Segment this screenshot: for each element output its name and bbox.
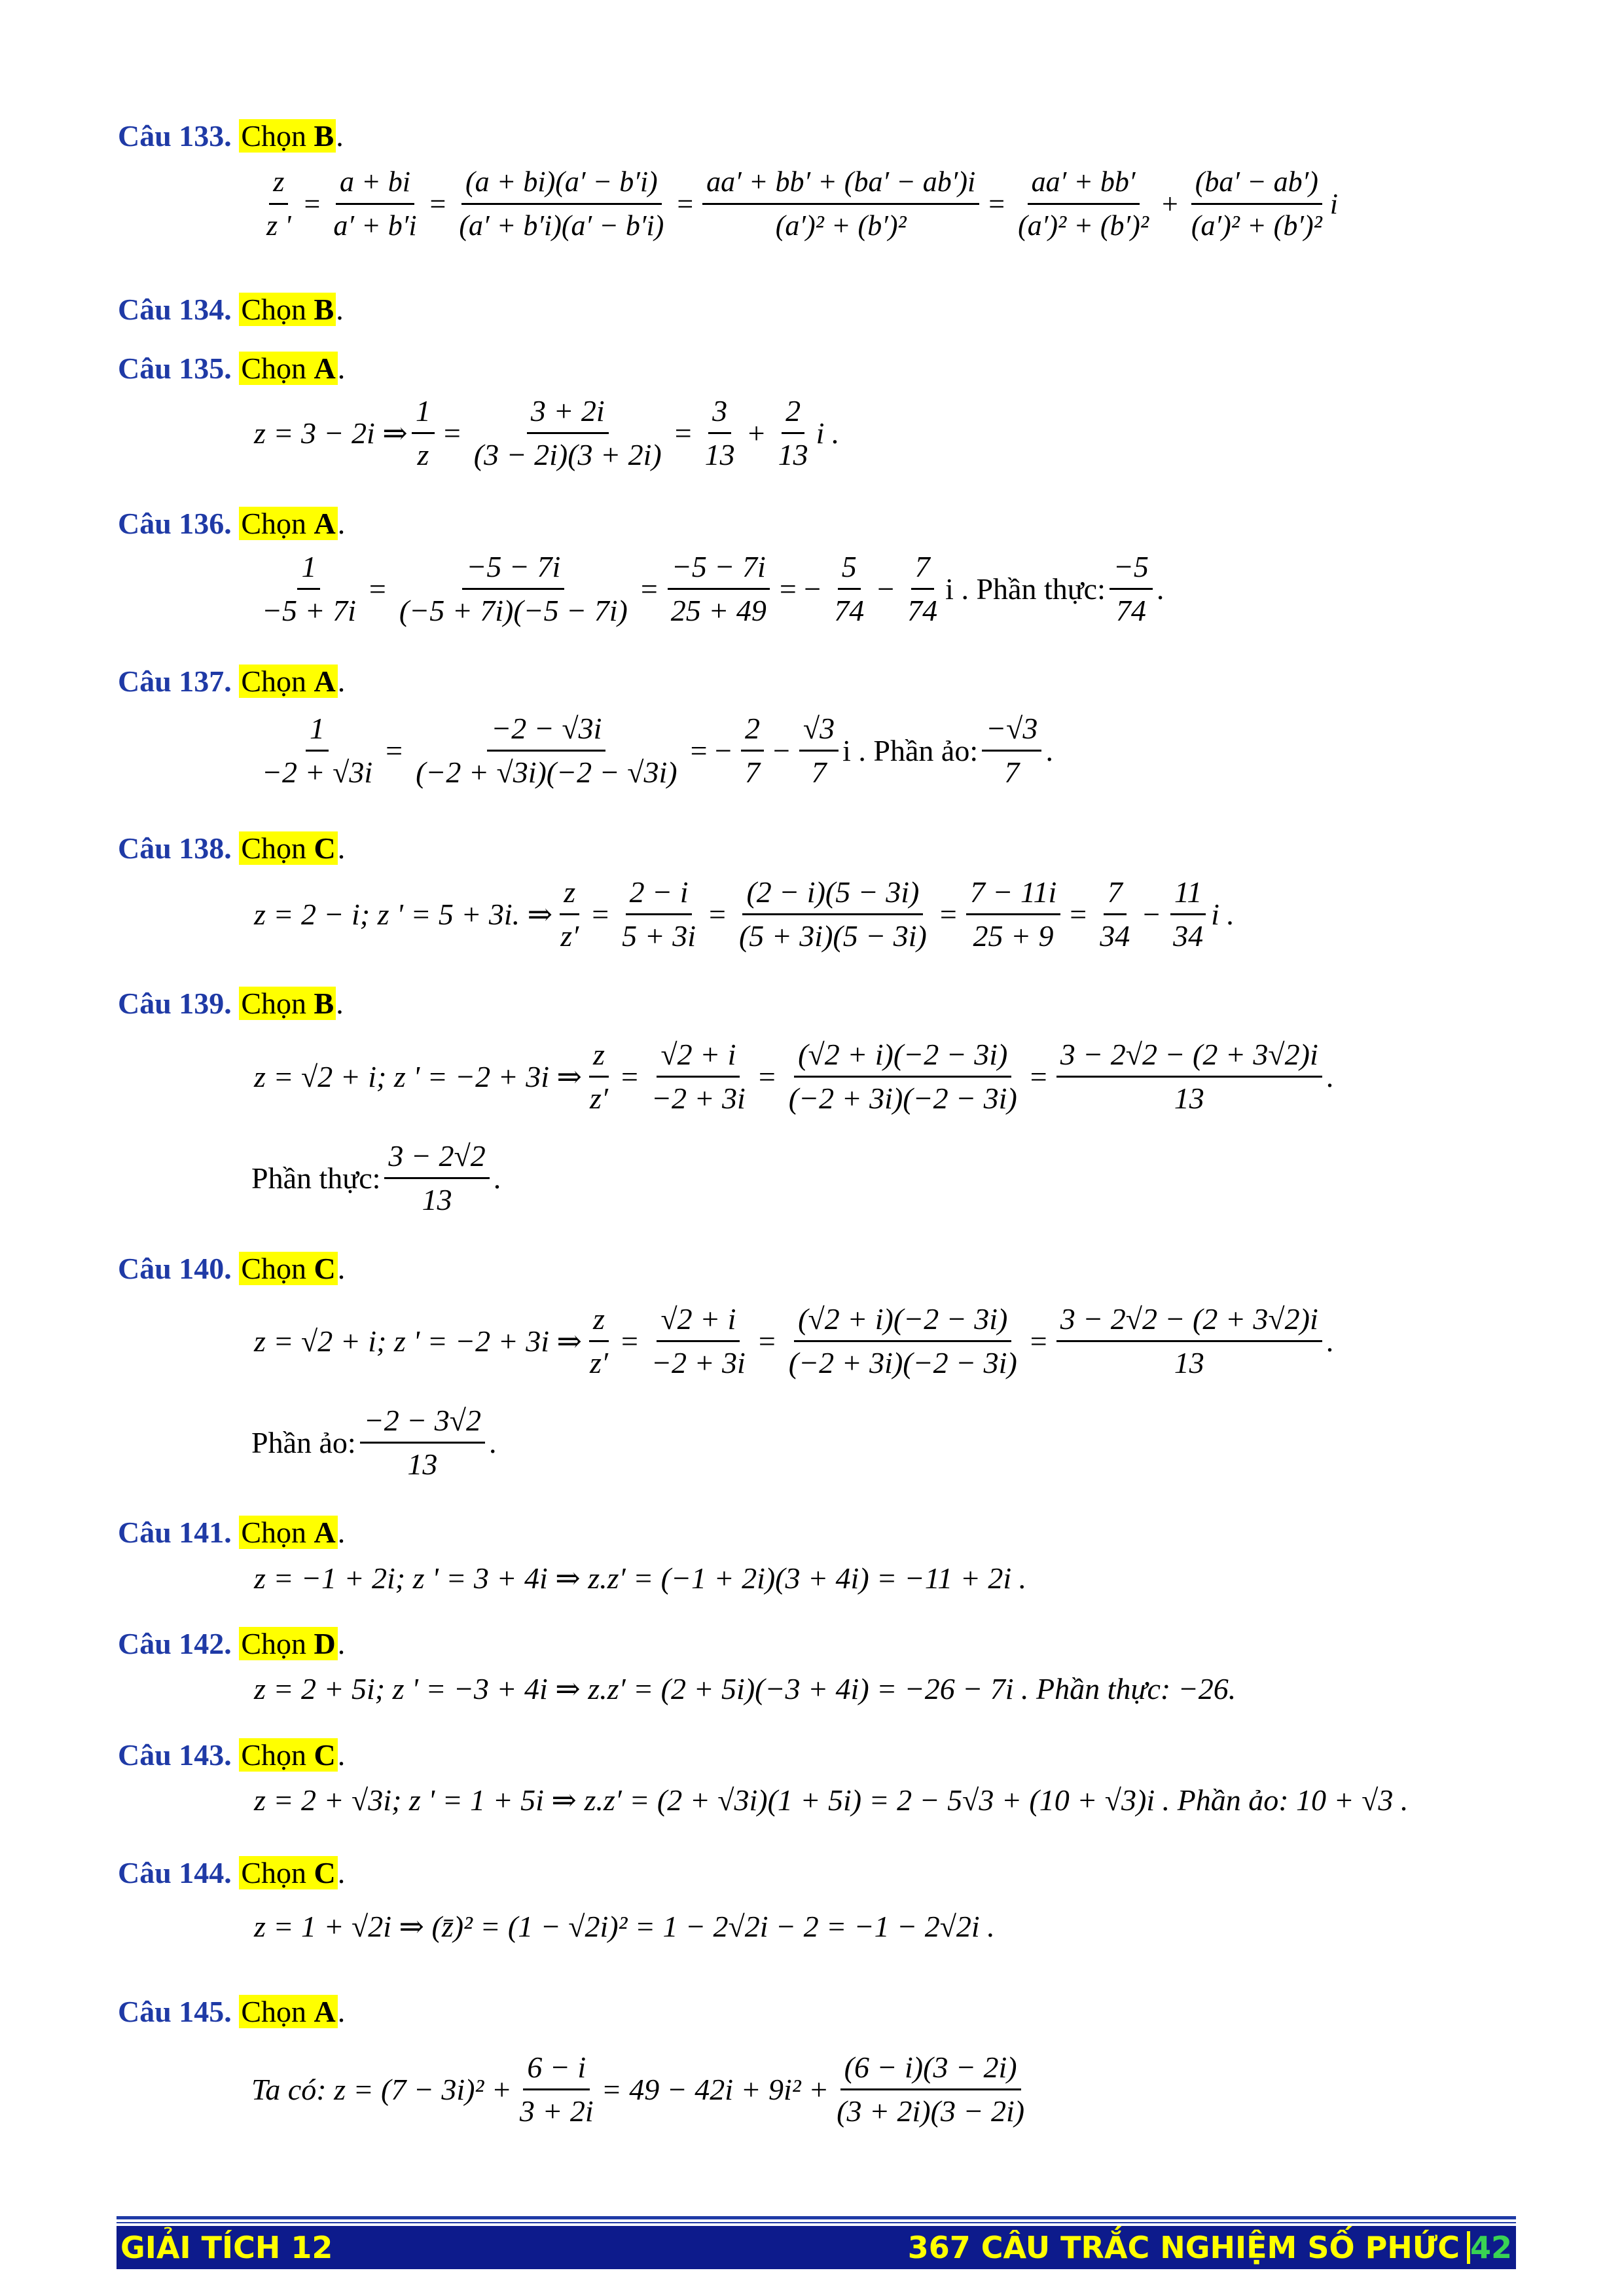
question-139-header: Câu 139. Chọn B. <box>118 987 344 1020</box>
question-label: Câu 142. <box>118 1627 232 1660</box>
equation-135: z = 3 − 2i ⇒ $\frac{1}{z}$ = $\frac{3 + 2i}{(3 - 2i)(3 + 2i)}$ = $\frac{3}{13}$ + $\frac{2}{13}$ i . <box>254 393 839 473</box>
question-label: Câu 141. <box>118 1516 232 1549</box>
question-134-header: Câu 134. Chọn B. <box>118 293 344 326</box>
answer-highlight: Chọn A <box>239 507 337 540</box>
equation-144: z = 1 + √2i ⇒ (z̄)² = (1 − √2i)² = 1 − 2√2i − 2 = −1 − 2√2i . <box>254 1910 995 1943</box>
question-136-header: Câu 136. Chọn A. <box>118 507 346 540</box>
fraction: $\frac{3 - 2√2}{13}$ <box>384 1138 489 1218</box>
fraction: $\frac{2}{13}$ <box>778 394 808 471</box>
question-label: Câu 136. <box>118 507 232 540</box>
question-137-header: Câu 137. Chọn A. <box>118 665 346 698</box>
answer-highlight: Chọn C <box>239 1856 337 1889</box>
equation-137: $\frac{1}{-2 + √3i}$ = $\frac{-2 - √3i}{(-2 + √3i)(-2 - √3i)}$ = − $\frac{2}{7}$ − $\frac{√3}{7}$ i . Phần ảo: $\frac{-√3}{7}$ . <box>254 710 1053 791</box>
fraction: $\frac{z}{z'}$ <box>590 1302 608 1379</box>
fraction: $\frac{3}{13}$ <box>704 394 735 471</box>
question-135-header: Câu 135. Chọn A. <box>118 352 346 385</box>
fraction: $\frac{√2 + i}{-2 + 3i}$ <box>651 1038 746 1115</box>
equation-139: z = √2 + i; z ' = −2 + 3i ⇒ $\frac{z}{z'}$ = $\frac{√2 + i}{-2 + 3i}$ = $\frac{(√2 + i)(-2 - 3i)}{(-2 + 3i)(-2 - 3i)}$ = $\frac{3 - 2√2 - (2 + 3√2)i}{13}$ . <box>254 1036 1333 1117</box>
footer-divider <box>117 2216 1516 2219</box>
fraction: $\frac{7}{74}$ <box>907 550 938 627</box>
question-140-header: Câu 140. Chọn C. <box>118 1252 346 1285</box>
fraction: $\frac{5}{74}$ <box>834 550 865 627</box>
question-142-header: Câu 142. Chọn D. <box>118 1627 346 1660</box>
equation-145: Ta có: z = (7 − 3i)² + $\frac{6 - i}{3 + 2i}$ = 49 − 42i + 9i² + $\frac{(6 - i)(3 - 2i)}{(3 + 2i)(3 - 2i)}$ <box>251 2049 1032 2130</box>
fraction: $\frac{2 - i}{5 + 3i}$ <box>622 875 696 953</box>
answer-highlight: Chọn C <box>239 1252 337 1285</box>
fraction: $\frac{6 - i}{3 + 2i}$ <box>519 2050 594 2128</box>
fraction: $\frac{3 - 2√2 - (2 + 3√2)i}{13}$ <box>1056 1301 1322 1381</box>
fraction: $\frac{-√3}{7}$ <box>982 710 1041 791</box>
equation-143: z = 2 + √3i; z ' = 1 + 5i ⇒ z.z′ = (2 + √3i)(1 + 5i) = 2 − 5√3 + (10 + √3)i . Phần ảo: 10 + √3 . <box>254 1783 1409 1817</box>
question-label: Câu 137. <box>118 665 232 698</box>
question-label: Câu 145. <box>118 1995 232 2028</box>
fraction: $\frac{(6 - i)(3 - 2i)}{(3 + 2i)(3 - 2i)}$ <box>837 2050 1025 2128</box>
answer-highlight: Chọn B <box>239 293 336 326</box>
equation-139-result: Phần thực: $\frac{3 - 2√2}{13}$ . <box>251 1138 501 1218</box>
fraction: $\frac{7}{34}$ <box>1100 875 1130 953</box>
fraction: $\frac{z}{z'}$ <box>590 1038 608 1115</box>
question-145-header: Câu 145. Chọn A. <box>118 1995 346 2028</box>
answer-highlight: Chọn C <box>239 831 337 865</box>
answer-highlight: Chọn B <box>239 119 336 153</box>
answer-highlight: Chọn A <box>239 1516 337 1549</box>
fraction: $\frac{√2 + i}{-2 + 3i}$ <box>651 1302 746 1379</box>
equation-142: z = 2 + 5i; z ' = −3 + 4i ⇒ z.z′ = (2 + 5i)(−3 + 4i) = −26 − 7i . Phần thực: −26. <box>254 1672 1236 1705</box>
footer-divider-thin <box>117 2222 1516 2223</box>
question-138-header: Câu 138. Chọn C. <box>118 831 346 865</box>
question-133-header: Câu 133. Chọn B. <box>118 119 344 153</box>
question-143-header: Câu 143. Chọn C. <box>118 1738 346 1772</box>
fraction: $\frac{-5}{74}$ <box>1110 549 1153 629</box>
question-label: Câu 143. <box>118 1738 232 1772</box>
fraction: $\frac{z}{z'}$ <box>560 875 579 953</box>
fraction: $\frac{(a + bi)(a' - b'i)}{(a' + b'i)(a' - b'i)}$ <box>455 164 668 244</box>
question-144-header: Câu 144. Chọn C. <box>118 1856 346 1889</box>
fraction: $\frac{aa' + bb'}{\text{(a′)² + (b′)²}}$ <box>1014 164 1153 244</box>
fraction: $\frac{-5 - 7i}{(-5 + 7i)(-5 - 7i)}$ <box>399 550 628 627</box>
footer-subject: GIẢI TÍCH 12 <box>120 2230 333 2265</box>
question-141-header: Câu 141. Chọn A. <box>118 1516 346 1549</box>
equation-136: $\frac{1}{-5 + 7i}$ = $\frac{-5 - 7i}{(-5 + 7i)(-5 - 7i)}$ = $\frac{-5 - 7i}{25 + 49}$ = − $\frac{5}{74}$ − $\frac{7}{74}$ i . Phần thực: $\frac{-5}{74}$ . <box>254 549 1164 629</box>
question-label: Câu 133. <box>118 119 232 153</box>
fraction: $\frac{√3}{7}$ <box>799 710 839 791</box>
fraction: $\frac{-2 - √3i}{(-2 + √3i)(-2 - √3i)}$ <box>416 712 677 789</box>
answer-highlight: Chọn B <box>239 987 336 1020</box>
answer-highlight: Chọn C <box>239 1738 337 1772</box>
equation-141: z = −1 + 2i; z ' = 3 + 4i ⇒ z.z′ = (−1 + 2i)(3 + 4i) = −11 + 2i . <box>254 1561 1027 1595</box>
answer-highlight: Chọn A <box>239 1995 337 2028</box>
equation-140: z = √2 + i; z ' = −2 + 3i ⇒ $\frac{z}{z'}$ = $\frac{√2 + i}{-2 + 3i}$ = $\frac{(√2 + i)(-2 - 3i)}{(-2 + 3i)(-2 - 3i)}$ = $\frac{3 - 2√2 - (2 + 3√2)i}{13}$ . <box>254 1301 1333 1381</box>
fraction: $\frac{1}{-2 + √3i}$ <box>262 712 373 789</box>
page-number: 42 <box>1470 2230 1512 2265</box>
fraction: $\frac{3 - 2√2 - (2 + 3√2)i}{13}$ <box>1056 1036 1322 1117</box>
fraction: $\frac{a + bi}{a' + b'i}$ <box>329 164 420 244</box>
fraction: $\frac{z}{z '}$ <box>262 164 295 244</box>
question-label: Câu 138. <box>118 831 232 865</box>
fraction: $\frac{7 - 11i}{25 + 9}$ <box>966 874 1060 955</box>
footer-title: 367 CÂU TRẮC NGHIỆM SỐ PHỨC <box>907 2230 1460 2265</box>
fraction: $\frac{1}{-5 + 7i}$ <box>262 550 356 627</box>
fraction: $\frac{(√2 + i)(-2 - 3i)}{(-2 + 3i)(-2 - 3i)}$ <box>788 1038 1017 1115</box>
fraction: $\frac{(ba' - ab')}{\text{(a′)² + (b′)²}}$ <box>1187 164 1326 244</box>
question-label: Câu 144. <box>118 1856 232 1889</box>
answer-highlight: Chọn A <box>239 665 337 698</box>
fraction: $\frac{1}{z}$ <box>412 393 435 473</box>
answer-highlight: Chọn A <box>239 352 337 385</box>
question-label: Câu 135. <box>118 352 232 385</box>
fraction: $\frac{2}{7}$ <box>741 710 764 791</box>
fraction: $\frac{-5 - 7i}{25 + 49}$ <box>667 549 770 629</box>
equation-140-result: Phần ảo: $\frac{-2 - 3√2}{13}$ . <box>251 1402 497 1483</box>
fraction: $\frac{(2 - i)(5 - 3i)}{(5 + 3i)(5 - 3i)}$ <box>738 875 927 953</box>
fraction: $\frac{aa' + bb' + (ba' - ab')i}{\text{(a′)² + (b′)²}}$ <box>702 164 979 244</box>
question-label: Câu 139. <box>118 987 232 1020</box>
equation-138: z = 2 − i; z ' = 5 + 3i. ⇒ $\frac{z}{z'}$ = $\frac{2 - i}{5 + 3i}$ = $\frac{(2 - i)(5 - 3i)}{(5 + 3i)(5 - 3i)}$ = $\frac{7 - 11i}{25 + 9}$ = $\frac{7}{34}$ − $\frac{11}{34}$ i . <box>254 874 1235 955</box>
fraction: $\frac{-2 - 3√2}{13}$ <box>360 1402 485 1483</box>
fraction: $\frac{(√2 + i)(-2 - 3i)}{(-2 + 3i)(-2 - 3i)}$ <box>788 1302 1017 1379</box>
question-label: Câu 134. <box>118 293 232 326</box>
answer-highlight: Chọn D <box>239 1627 337 1660</box>
page-footer <box>117 2226 1516 2269</box>
equation-133: $\frac{z}{z '}$ = $\frac{a + bi}{a' + b'i}$ = $\frac{(a + bi)(a' - b'i)}{(a' + b'i)(a' - b'i)}$ = $\frac{aa' + bb' + (ba' - ab')i}{\text{(a′)² + (b′)²}}$ = $\frac{aa' + bb'}{\text{(a′)² + (b′)²}}$ + $\frac{(ba' - ab')}{\text{(a′)² + (b′)²}}$ i <box>259 164 1338 244</box>
question-label: Câu 140. <box>118 1252 232 1285</box>
fraction: $\frac{3 + 2i}{(3 - 2i)(3 + 2i)}$ <box>473 394 662 471</box>
fraction: $\frac{11}{34}$ <box>1169 874 1207 955</box>
